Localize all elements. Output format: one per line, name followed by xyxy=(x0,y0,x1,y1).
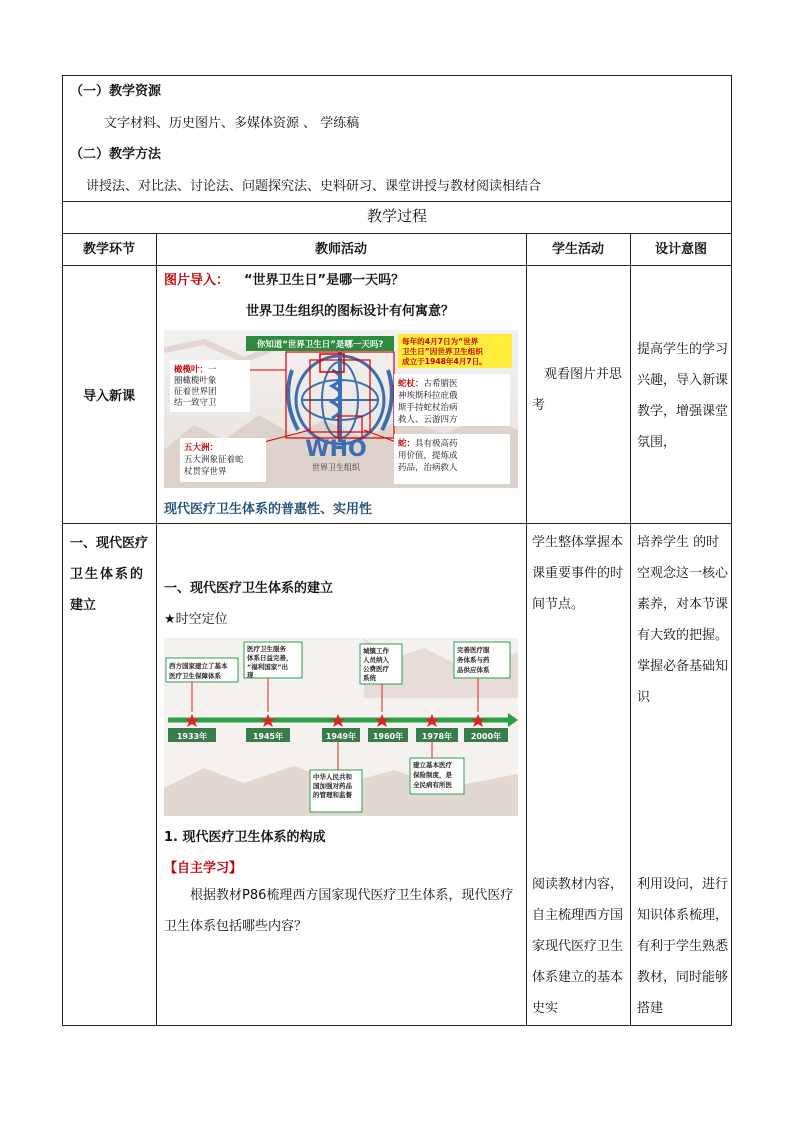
divider xyxy=(62,523,732,524)
timeline-graphic xyxy=(164,638,518,816)
col-header-teacher: 教师活动 xyxy=(314,242,367,257)
self-study-task: 根据教材P86梳理西方国家现代医疗卫生体系，现代医疗卫生体系包括哪些内容？ xyxy=(164,888,514,934)
who-logo-caption: 世界卫生组织 xyxy=(312,463,360,472)
methods-content: 讲授法、对比法、讨论法、问题探究法、史料研习、课堂讲授与教材阅读相结合 xyxy=(86,179,542,194)
divider xyxy=(62,233,732,234)
divider xyxy=(62,201,732,202)
resources-content: 文字材料、历史图片、多媒体资源 、 学练稿 xyxy=(104,116,360,131)
stage-modern-system: 一、现代医疗 卫生体系的 建立 xyxy=(70,536,149,613)
timeline-event-1933: 西方国家建立了基本 医疗卫生保障体系 xyxy=(169,662,228,680)
who-banner-text: 你知道“世界卫生日”是哪一天吗? xyxy=(256,340,384,350)
intro-conclusion: 现代医疗卫生体系的普惠性、实用性 xyxy=(164,502,373,517)
timeline-event-1960: 城镇工作 人员纳入 公费医疗 系统 xyxy=(363,647,389,682)
who-emblem-graphic xyxy=(164,330,518,488)
timeline-image xyxy=(164,638,518,816)
student-activity-timeline: 学生整体掌握本课重要事件的时间节点。 xyxy=(532,535,624,612)
stage-intro: 导入新课 xyxy=(82,389,135,404)
design-intent-reading: 利用设问，进行知识体系梳理，有利于学生熟悉教材，同时能够搭建 xyxy=(637,877,729,1016)
col-header-intent: 设计意图 xyxy=(654,242,707,257)
divider xyxy=(526,233,527,1026)
student-activity-reading: 阅读教材内容，自主梳理西方国家现代医疗卫生体系建立的基本史实 xyxy=(532,877,624,1016)
olive-text: 橄榄叶：一 圈橄榄叶象 征着世界团 结一致守卫 xyxy=(174,365,217,408)
divider xyxy=(156,233,157,1026)
lead-text: “世界卫生日”是哪一天吗？ xyxy=(244,273,405,288)
timeline-year-label: 1960年 xyxy=(372,732,404,741)
divider xyxy=(630,233,631,1026)
lead-label: 图片导入： xyxy=(164,273,230,288)
lead-question: 世界卫生组织的图标设计有何寓意？ xyxy=(246,304,455,319)
spacetime-label: ★时空定位 xyxy=(164,612,228,627)
timeline-event-2000: 完善医疗服 务体系与药 品供应体系 xyxy=(457,646,490,674)
col-header-student: 学生活动 xyxy=(551,242,604,257)
continent-text: 五大洲： 五大洲象征着蛇 杖贯穿世界 xyxy=(184,443,244,477)
divider xyxy=(62,265,732,266)
who-note-text: 每年的4月7日为“世界 卫生日”因世界卫生组织 成立于1948年4月7日。 xyxy=(402,337,487,366)
timeline-year-label: 1945年 xyxy=(252,732,284,741)
self-study-label: 【自主学习】 xyxy=(164,861,243,876)
timeline-year-label: 1933年 xyxy=(176,732,208,741)
col-header-stage: 教学环节 xyxy=(82,242,135,257)
resources-heading: （一）教学资源 xyxy=(70,84,162,99)
student-activity-intro: 观看图片并思考 xyxy=(532,367,623,413)
section-title: 一、现代医疗卫生体系的建立 xyxy=(164,581,334,596)
timeline-year-label: 2000年 xyxy=(470,732,502,741)
timeline-event-1978: 建立基本医疗 保险制度，是 全民病有所医 xyxy=(413,761,452,789)
timeline-event-1949: 中华人民共和 国加强对药品 的管理和监督 xyxy=(313,773,352,799)
process-title: 教学过程 xyxy=(366,207,427,225)
timeline-event-1945: 医疗卫生服务 体系日益完善， “福利国家”出 现 xyxy=(247,645,293,679)
who-logo-text: WHO xyxy=(305,437,367,462)
methods-heading: （二）教学方法 xyxy=(70,147,162,162)
who-emblem-image xyxy=(164,330,518,488)
sub-title-composition: 1. 现代医疗卫生体系的构成 xyxy=(164,830,326,845)
staff-text: 蛇杖：古希腊医 神埃斯科拉庇俄 斯手持蛇杖治病 救人、云游四方 xyxy=(398,379,458,425)
timeline-year-label: 1978年 xyxy=(421,732,453,741)
design-intent-timeline: 培养学生 的时空观念这一核心素养，对本节课有大致的把握。掌握必备基础知识 xyxy=(637,535,729,705)
design-intent-intro: 提高学生的学习兴趣，导入新课教学，增强课堂氛围， xyxy=(637,342,729,450)
timeline-year-label: 1949年 xyxy=(325,732,357,741)
snake-text: 蛇：具有极高药 用价值，提炼成 药品，治病救人 xyxy=(398,439,458,473)
